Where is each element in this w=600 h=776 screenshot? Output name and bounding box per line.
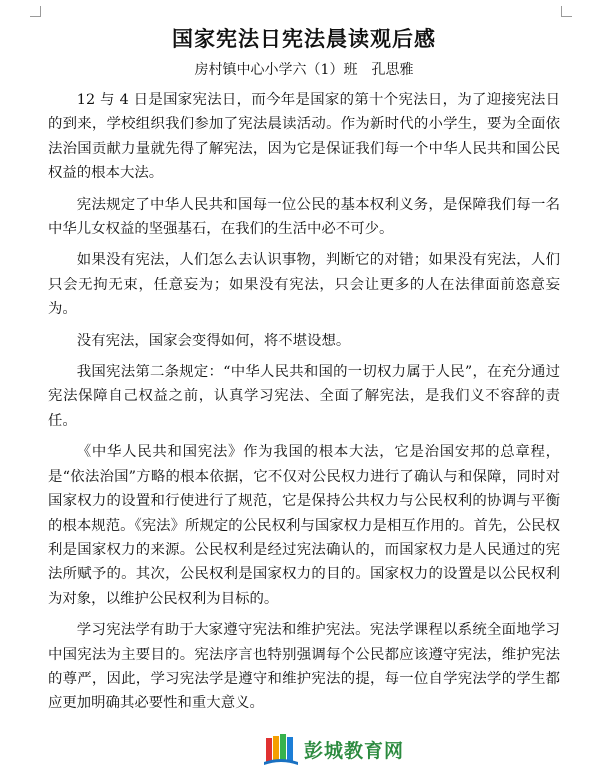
document-title: 国家宪法日宪法晨读观后感: [172, 26, 436, 51]
paragraph-2: 宪法规定了中华人民共和国每一位公民的基本权利义务，是保障我们每一名中华儿女权益的坚强基石，在我们的生活中必不可少。: [48, 196, 560, 238]
paragraph-5: 我国宪法第二条规定：“中华人民共和国的一切权力属于人民”，在充分通过宪法保障自己权益之前，认真学习宪法、全面了解宪法，是我们义不容辞的责任。: [48, 364, 560, 429]
paragraph-1: 12 与 4 日是国家宪法日，而今年是国家的第十个宪法日，为了迎接宪法日的到来，学校组织我们参加了宪法晨读活动。作为新时代的小学生，要为全面依法治国贡献力量就先得了解宪法，因为它是保证我们每一个中华人民共和国公民权益的根本大法。: [48, 92, 560, 182]
corner-mark-top-left: [30, 6, 41, 17]
site-watermark: [262, 732, 404, 766]
watermark-text: 彭城教育网: [304, 739, 405, 762]
paragraph-3: 如果没有宪法，人们怎么去认识事物，判断它的对错；如果没有宪法，人们只会无拘无束，任意妄为；如果没有宪法，只会让更多的人在法律面前恣意妄为。: [48, 252, 560, 318]
corner-mark-top-right: [561, 6, 572, 17]
paragraph-7: 学习宪法学有助于大家遵守宪法和维护宪法。宪法学课程以系统全面地学习中国宪法为主要目的。宪法序言也特别强调每个公民都应该遵守宪法，维护宪法的尊严，因此，学习宪法学是遵守和维护宪法的提，每一位自学宪法学的学生都应更加明确其必要性和重大意义。: [48, 622, 560, 712]
document-page: [48, 22, 560, 723]
author-byline: 房村镇中心小学六（1）班 孔思雅: [194, 62, 414, 78]
paragraph-4: 没有宪法，国家会变得如何，将不堪设想。: [76, 332, 351, 349]
paragraph-6: 《中华人民共和国宪法》作为我国的根本大法，它是治国安邦的总章程，是“依法治国”方略的根本依据，它不仅对公民权力进行了确认与和保障，同时对国家权力的设置和行使进行了规范，它是保持公共权力与公民权利的协调与平衡的根本规范。《宪法》所规定的公民权利与国家权力是相互作用的。首先，公民权利是国家权力的来源。公民权利是经过宪法确认的，而国家权力是人民通过的宪法所赋予的。其次，公民权利是国家权力的目的。国家权力的设置是以公民权利为对象，以维护公民权利为目标的。: [48, 444, 560, 607]
book-logo-icon: [262, 732, 300, 766]
